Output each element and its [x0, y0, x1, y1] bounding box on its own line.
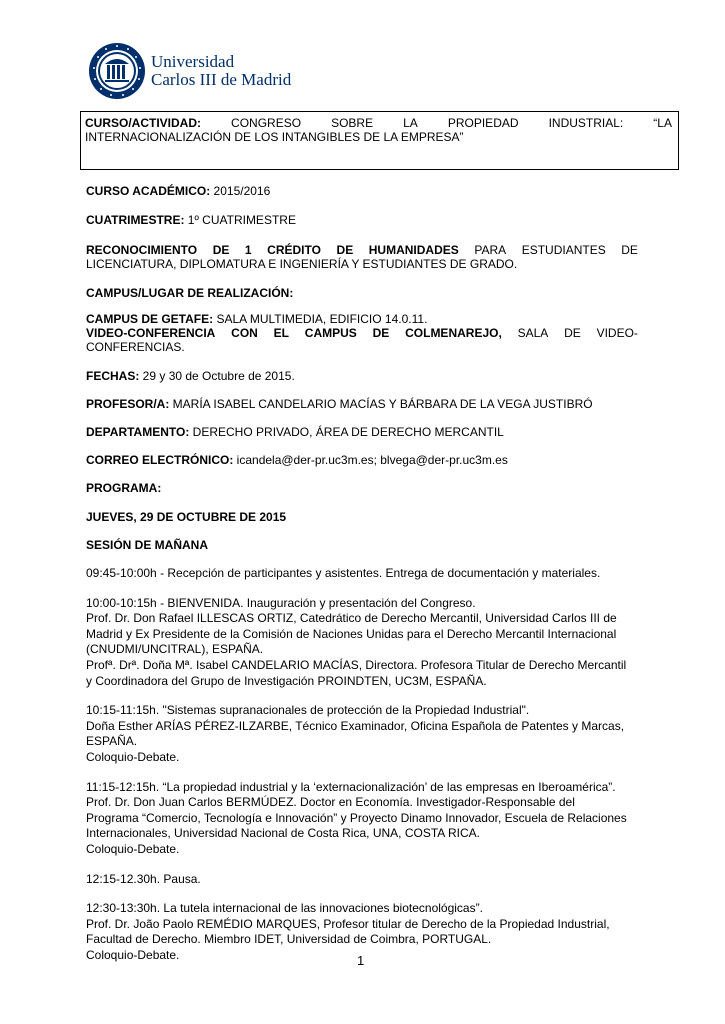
schedule-line: 09:45-10:00h - Recepción de participantes y asistentes. Entrega de documentación y materiales. — [86, 566, 601, 580]
recognition-word: DE — [336, 243, 354, 257]
dates — [86, 369, 638, 383]
academic-year — [86, 184, 638, 198]
schedule-line: Prof. Dr. Don Rafael ILLESCAS ORTIZ, Catedrático de Derecho Mercantil, Universidad Carlos III de — [86, 611, 617, 626]
video-word: CAMPUS — [304, 326, 357, 340]
schedule-item — [86, 596, 638, 690]
email-value: icandela@der-pr.uc3m.es; blvega@der-pr.uc3m.es — [233, 453, 508, 467]
credit-recognition — [86, 243, 638, 271]
schedule-line: 12:15-12.30h. Pausa. — [86, 871, 201, 886]
professor — [86, 397, 638, 411]
video-word: VIDEO- — [596, 326, 638, 340]
course-word: “LA — [653, 116, 672, 130]
university-logo — [88, 42, 292, 106]
video-conference-line-1 — [86, 326, 638, 340]
schedule-line: ESPAÑA. — [86, 734, 138, 749]
course-label: CURSO/ACTIVIDAD: — [85, 116, 201, 130]
schedule-item — [86, 566, 638, 582]
recognition-word: DE — [212, 243, 230, 257]
schedule-line: Madrid y Ex Presidente de la Comisión de Naciones Unidas para el Derecho Mercantil Internacional — [86, 626, 617, 641]
schedule-line: Internacionales, Universidad Nacional de Costa Rica, UNA, COSTA RICA. — [86, 826, 480, 841]
video-word: VIDEO-CONFERENCIA — [86, 326, 216, 340]
schedule-item — [86, 780, 638, 858]
course-activity-box — [80, 111, 679, 170]
course-word: INDUSTRIAL: — [548, 116, 624, 130]
schedule-item — [86, 703, 638, 765]
course-title-line-1 — [85, 116, 672, 130]
getafe-line — [86, 312, 638, 326]
field-value: 2015/2016 — [210, 184, 271, 198]
video-word: CON — [231, 326, 258, 340]
schedule-line: Coloquio-Debate. — [86, 947, 180, 962]
campus-info — [86, 312, 638, 354]
field-label: CORREO ELECTRÓNICO: — [86, 453, 234, 467]
field-label: FECHAS: — [86, 369, 140, 383]
schedule-line: (CNUDMI/UNCITRAL), ESPAÑA. — [86, 642, 264, 657]
video-word: DE — [372, 326, 390, 340]
video-word: DE — [564, 326, 581, 340]
recognition-word: RECONOCIMIENTO — [86, 243, 198, 257]
schedule-line: Coloquio-Debate. — [86, 749, 180, 764]
recognition-word: ESTUDIANTES — [521, 243, 606, 257]
field-value: 29 y 30 de Octubre de 2015. — [139, 369, 295, 383]
schedule-line: Profª. Drª. Doña Mª. Isabel CANDELARIO MACÍAS, Directora. Profesora Titular de Derecho Mercantil — [86, 657, 627, 672]
field-value: 1º CUATRIMESTRE — [184, 213, 296, 227]
schedule-line: Coloquio-Debate. — [86, 841, 180, 856]
course-word: LA — [403, 116, 418, 130]
schedule-line: Programa “Comercio, Tecnología e Innovación” y Proyecto Dinamo Innovador, Escuela de Relaciones — [86, 810, 627, 825]
video-conference-line-2: CONFERENCIAS. — [86, 340, 185, 354]
schedule-item — [86, 872, 638, 888]
email — [86, 453, 638, 467]
schedule-line: Facultad de Derecho. Miembro IDET, Universidad de Coimbra, PORTUGAL. — [86, 932, 492, 947]
schedule-line: Prof. Dr. João Paolo REMÉDIO MARQUES, Profesor titular de Derecho de la Propiedad Industrial, — [86, 916, 610, 931]
schedule-line: Doña Esther ARÍAS PÉREZ-ILZARBE, Técnico Examinador, Oficina Española de Patentes y Marcas, — [86, 718, 625, 733]
logo-text-carlos-iii: Carlos III de Madrid — [151, 70, 292, 89]
schedule-line: 12:30-13:30h. La tutela internacional de las innovaciones biotecnológicas”. — [86, 901, 483, 916]
recognition-word: PARA — [474, 243, 507, 257]
course-word: PROPIEDAD — [447, 116, 519, 130]
day-heading: JUEVES, 29 DE OCTUBRE DE 2015 — [86, 510, 287, 524]
video-word: COLMENAREJO, — [405, 326, 502, 340]
term — [86, 213, 638, 227]
field-value: DERECHO PRIVADO, ÁREA DE DERECHO MERCANTIL — [189, 425, 504, 439]
course-word: CONGRESO — [231, 116, 302, 130]
campus-heading: CAMPUS/LUGAR DE REALIZACIÓN: — [86, 286, 294, 300]
schedule-line: 10:15-11:15h. "Sistemas supranacionales de protección de la Propiedad Industrial". — [86, 703, 530, 718]
recognition-word: HUMANIDADES — [368, 243, 459, 257]
field-label: CUATRIMESTRE: — [86, 213, 185, 227]
university-seal-icon — [88, 42, 146, 100]
recognition-line-2: LICENCIATURA, DIPLOMATURA E INGENIERÍA Y ESTUDIANTES DE GRADO. — [86, 257, 518, 271]
department — [86, 425, 638, 439]
course-word: SOBRE — [331, 116, 374, 130]
field-label: DEPARTAMENTO: — [86, 425, 190, 439]
recognition-word: CRÉDITO — [267, 243, 321, 257]
field-value: SALA MULTIMEDIA, EDIFICIO 14.0.11. — [213, 312, 428, 326]
video-word: SALA — [517, 326, 549, 340]
page-number: 1 — [357, 953, 365, 968]
recognition-line-1 — [86, 243, 638, 257]
schedule-line: 11:15-12:15h. “La propiedad industrial y la ‘externacionalización’ de las empresas en Iberoamérica”. — [86, 779, 616, 794]
field-label: CAMPUS DE GETAFE: — [86, 312, 214, 326]
program-heading: PROGRAMA: — [86, 481, 162, 495]
field-value: MARÍA ISABEL CANDELARIO MACÍAS Y BÁRBARA DE LA VEGA JUSTIBRÓ — [169, 397, 593, 411]
field-label: CURSO ACADÉMICO: — [86, 184, 211, 198]
schedule-line: Prof. Dr. Don Juan Carlos BERMÚDEZ. Doctor en Economía. Investigador-Responsable del — [86, 795, 575, 810]
logo-text-universidad: Universidad — [151, 52, 235, 71]
schedule — [86, 566, 638, 963]
recognition-word: 1 — [244, 243, 252, 257]
session-heading: SESIÓN DE MAÑANA — [86, 538, 209, 552]
recognition-word: DE — [621, 243, 638, 257]
course-title-line-2: INTERNACIONALIZACIÓN DE LOS INTANGIBLES DE LA EMPRESA” — [85, 130, 464, 144]
schedule-line: 10:00-10:15h - BIENVENIDA. Inauguración y presentación del Congreso. — [86, 595, 476, 610]
schedule-line: y Coordinadora del Grupo de Investigación PROINDTEN, UC3M, ESPAÑA. — [86, 673, 487, 688]
video-word: EL — [273, 326, 289, 340]
field-label: PROFESOR/A: — [86, 397, 170, 411]
